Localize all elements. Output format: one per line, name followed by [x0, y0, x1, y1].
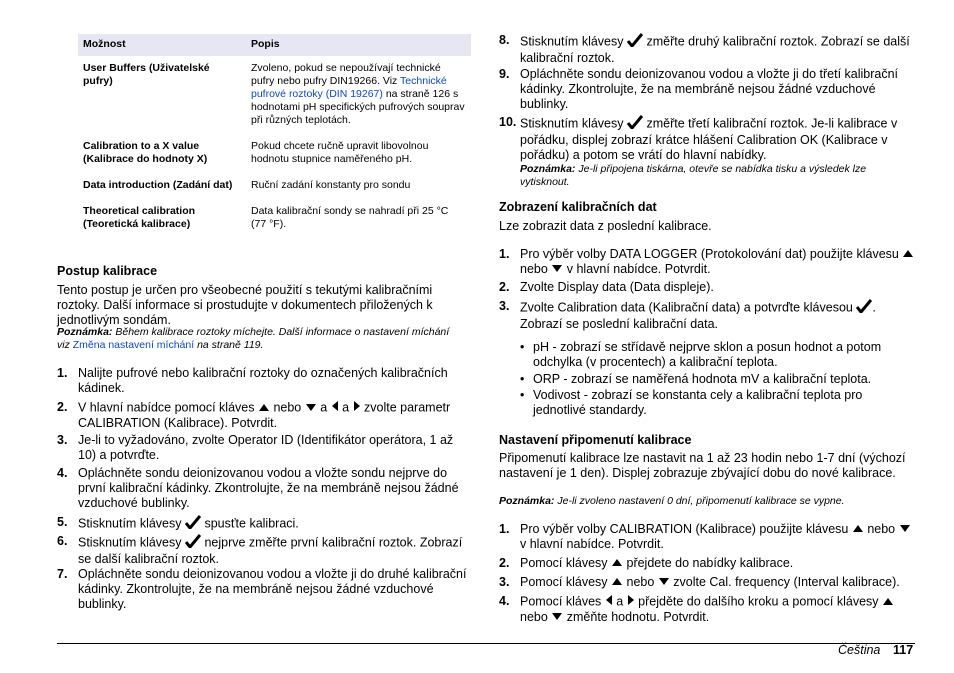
step-text — [520, 556, 915, 571]
bullet-text: ORP - zobrazí se naměřená hodnota mV a kalibrační teplota. — [533, 372, 872, 386]
text: v hlavní nabídce. Potvrdit. — [520, 537, 664, 552]
text: změřte druhý kalibrační roztok. Zobrazí se další kalibrační roztok. — [520, 34, 910, 65]
section-title-pripomenuti: Nastavení připomenutí kalibrace — [499, 433, 692, 447]
footer-language: Čeština — [838, 643, 881, 657]
bullet-text: Vodivost - zobrazí se konstanta cely a kalibrační teplota pro jednotlivé standardy. — [533, 388, 863, 417]
list-item — [57, 433, 471, 463]
step-number: 1. — [499, 247, 510, 261]
text: zvolte parametr CALIBRATION (Kalibrace). Potvrdit. — [78, 400, 451, 430]
step-number: 2. — [57, 400, 68, 414]
text: nejprve změřte první kalibrační roztok. Zobrazí se další kalibrační roztok. — [78, 535, 463, 566]
step-number: 8. — [499, 33, 510, 47]
list-item — [499, 575, 915, 590]
option-description: Data kalibrační sondy se nahradí při 25 °C (77 °F). — [251, 205, 449, 230]
text: nebo — [269, 400, 305, 415]
right-arrow-icon — [627, 594, 635, 610]
buffer-link[interactable]: Technické pufrové roztoky (DIN 19267) — [251, 75, 447, 100]
step-text — [78, 534, 471, 567]
header-option: Možnost — [78, 34, 246, 56]
list-item — [57, 567, 471, 612]
text: nebo — [520, 610, 552, 624]
left-arrow-icon — [331, 400, 339, 416]
text: Zvolte Calibration data (Kalibrační data) a potvrďte klávesou — [520, 300, 857, 315]
step-number: 7. — [57, 567, 68, 581]
step-number: 9. — [499, 67, 510, 81]
note-text: Je-li připojena tiskárna, otevře se nabídka tisku a výsledek lze vytisknout. — [520, 163, 867, 188]
option-name: Calibration to a X value (Kalibrace do hodnoty X) — [83, 140, 208, 165]
list-item — [57, 366, 471, 396]
left-arrow-icon — [605, 594, 613, 610]
step-text — [520, 594, 915, 625]
postup-intro: Tento postup je určen pro všeobecné použití s tekutými kalibračními roztoky. Další informace si prostudujte v dokumentech přiložených k jednotlivým sondám. — [57, 283, 433, 327]
bullet: • — [520, 340, 525, 354]
text: Pro výběr volby DATA LOGGER (Protokolování dat) použijte klávesu — [520, 247, 903, 261]
text: změřte třetí kalibrační roztok. Je-li kalibrace v pořádku, displej zobrazí krátce hlášení Calibration OK (Kalibrace v pořádku) a potom se vrátí do hlavní nabídky. — [520, 116, 898, 162]
list-item — [57, 515, 471, 533]
step-number: 5. — [57, 515, 68, 529]
up-arrow-icon — [611, 575, 623, 590]
step-text — [520, 575, 915, 590]
check-icon — [185, 534, 201, 552]
step-text — [78, 400, 471, 431]
note-text: na straně 119. — [194, 339, 264, 351]
list-item — [499, 522, 915, 552]
step-number: 1. — [499, 522, 510, 536]
pripomenuti-intro: Připomenutí kalibrace lze nastavit na 1 až 23 hodin nebo 1-7 dní (výchozí nastavení je 1 den). Displej zobrazuje zbývající dobu do nové kalibrace. — [499, 451, 906, 480]
text: přejděte do dalšího kroku a pomocí klávesy — [634, 594, 883, 609]
note-text: Během kalibrace roztoky míchejte. Další informace o nastavení míchání viz — [57, 326, 450, 351]
pripomenuti-steps — [499, 0, 915, 673]
text: Pro výběr volby CALIBRATION (Kalibrace) použijte klávesu — [520, 522, 852, 536]
note-label: Poznámka: — [499, 495, 555, 507]
note-text: Je-li zvoleno nastavení 0 dní, připomenutí kalibrace se vypne. — [554, 495, 845, 507]
step-number: 3. — [499, 299, 510, 313]
note-label: Poznámka: — [520, 163, 576, 175]
section-title-zobrazeni: Zobrazení kalibračních dat — [499, 200, 657, 214]
bullet: • — [520, 388, 525, 402]
text: a — [612, 594, 627, 609]
step-text: Opláchněte sondu deionizovanou vodou a vložte ji do třetí kalibrační kádinky. Zkontrolujte, že na membráně nejsou žádné vzduchové bublinky. — [520, 67, 899, 111]
text: spusťte kalibraci. — [200, 516, 299, 531]
stirring-link[interactable]: Změna nastavení míchání — [72, 339, 195, 351]
description-text: Zvoleno, pokud se nepoužívají technické pufry nebo pufry DIN19266. Viz — [251, 62, 441, 87]
step-number: 4. — [57, 466, 68, 480]
option-name: Theoretical calibration (Teoretická kalibrace) — [83, 205, 196, 230]
up-arrow-icon — [882, 595, 894, 610]
text: Stisknutím klávesy — [520, 116, 627, 131]
text: nebo — [863, 522, 899, 536]
list-item — [57, 400, 471, 431]
list-item — [499, 556, 915, 571]
text: nebo — [623, 575, 658, 589]
step-number: 3. — [499, 575, 510, 589]
step-text: Je-li to vyžadováno, zvolte Operator ID (Identifikátor operátora, 1 až 10) a potvrďte. — [78, 433, 454, 462]
step-text: Opláchněte sondu deionizovanou vodou a vložte sondu nejprve do první kalibrační kádinky. Zkontrolujte, že na membráně nejsou žádné vzduchové bublinky. — [78, 466, 459, 510]
option-description: Pokud chcete ručně upravit libovolnou hodnotu stupnice naměřeného pH. — [251, 140, 429, 165]
step-text — [520, 522, 915, 552]
text: a — [338, 400, 353, 415]
step-number: 1. — [57, 366, 68, 380]
list-item — [57, 534, 471, 567]
option-description: Ruční zadání konstanty pro sondu — [251, 179, 411, 191]
text: . Zobrazí se poslední kalibrační data. — [520, 300, 876, 331]
text: Pomocí klávesy — [520, 556, 612, 570]
option-name: Data introduction (Zadání dat) — [83, 179, 233, 191]
down-arrow-icon — [899, 522, 911, 537]
right-arrow-icon — [353, 400, 361, 416]
header-description: Popis — [246, 34, 471, 56]
note-label: Poznámka: — [57, 326, 113, 338]
up-arrow-icon — [258, 401, 270, 416]
postup-steps — [57, 0, 471, 673]
text: změňte hodnotu. Potvrdit. — [563, 610, 710, 624]
footer-rule — [57, 643, 915, 644]
step-number: 6. — [57, 534, 68, 548]
step-number: 3. — [57, 433, 68, 447]
step-text: Zvolte Display data (Data displeje). — [520, 280, 714, 294]
text: Pomocí klávesy — [520, 575, 612, 589]
down-arrow-icon — [551, 610, 563, 625]
step-text — [78, 515, 471, 533]
up-arrow-icon — [852, 522, 864, 537]
step-text: Nalijte pufrové nebo kalibrační roztoky do označených kalibračních kádinek. — [78, 366, 448, 395]
text: zvolte Cal. frequency (Interval kalibrace). — [669, 575, 900, 589]
option-name: User Buffers (Uživatelské pufry) — [83, 62, 210, 87]
text: v hlavní nabídce. Potvrdit. — [563, 262, 711, 277]
list-item — [499, 594, 915, 625]
up-arrow-icon — [611, 556, 623, 571]
down-arrow-icon — [658, 575, 670, 590]
text: V hlavní nabídce pomocí kláves — [78, 400, 258, 415]
description-text: na straně 126 s hodnotami pH specifických pufrových souprav při různých teplotách. — [251, 88, 465, 126]
section-title-postup: Postup kalibrace — [57, 264, 158, 278]
text: Pomocí kláves — [520, 594, 605, 609]
check-icon — [185, 515, 201, 533]
list-item — [57, 466, 471, 511]
step-number: 4. — [499, 594, 510, 608]
step-number: 2. — [499, 556, 510, 570]
text: přejdete do nabídky kalibrace. — [623, 556, 794, 570]
text: nebo — [520, 262, 552, 277]
text: Stisknutím klávesy — [520, 34, 627, 49]
bullet-text: pH - zobrazí se střídavě nejprve sklon a posun hodnot a potom odchylka (v procentech) a kalibrační teplota. — [533, 340, 882, 369]
text: a — [316, 400, 331, 415]
text: Stisknutím klávesy — [78, 535, 185, 550]
down-arrow-icon — [305, 401, 317, 416]
step-number: 10. — [499, 115, 517, 129]
step-text: Opláchněte sondu deionizovanou vodou a vložte ji do druhé kalibrační kádinky. Zkontrolujte, že na membráně nejsou žádné vzduchové bublinky. — [78, 567, 467, 611]
zobrazeni-intro: Lze zobrazit data z poslední kalibrace. — [499, 219, 712, 233]
step-number: 2. — [499, 280, 510, 294]
bullet: • — [520, 372, 525, 386]
page-number: 117 — [893, 643, 914, 657]
text: Stisknutím klávesy — [78, 516, 185, 531]
